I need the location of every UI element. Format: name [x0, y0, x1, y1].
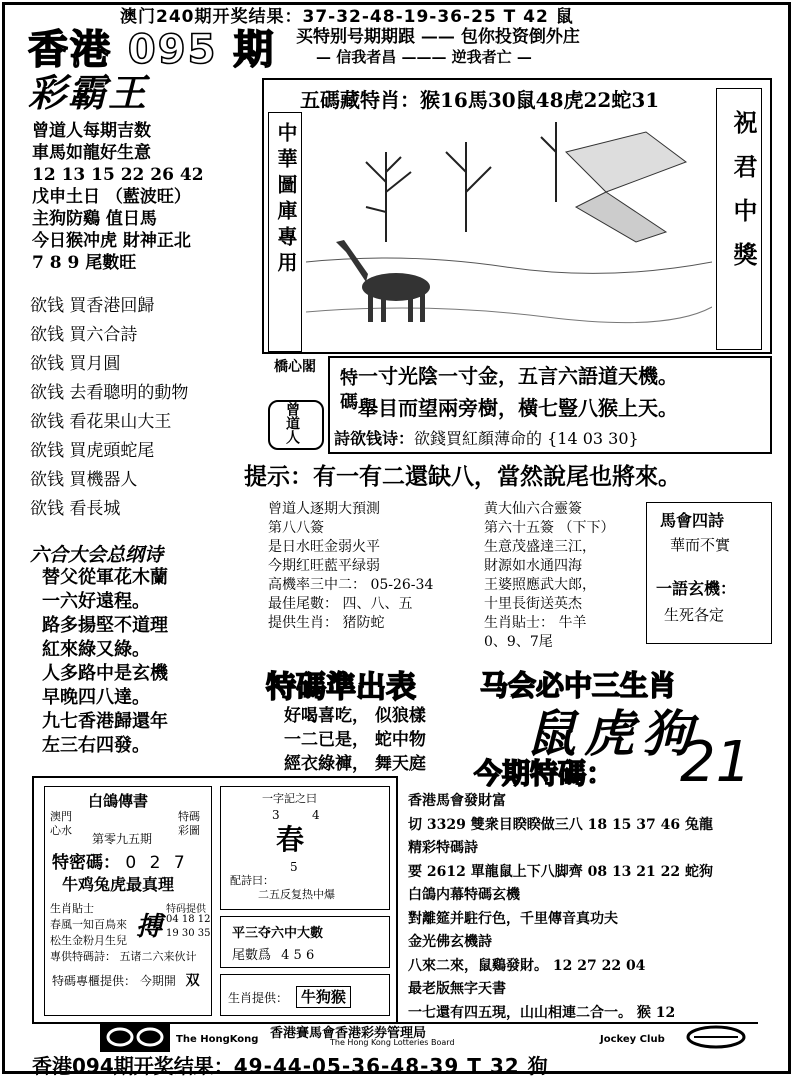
right-list	[408, 790, 713, 1025]
this-special-label: 今期特碼：	[474, 757, 615, 790]
special-line: 一二已是， 蛇中物	[284, 730, 426, 750]
three-label: 平三夺六中大數	[232, 926, 324, 941]
macau-result-label: 澳门240期开奖结果：	[120, 7, 303, 27]
zeng-line: 高機率三中二： 05-26-34	[268, 577, 434, 593]
three-zodiac-value: 鼠虎狗	[526, 705, 700, 763]
special-line: 經衣綠褲， 舞天庭	[284, 754, 426, 774]
secret-code-label: 特密碼：	[52, 853, 120, 873]
special-banner: 特碼準出表	[266, 670, 416, 705]
huang-line: 十里長街送英杰	[484, 596, 582, 612]
huang-line: 第六十五簽 （下下）	[484, 520, 615, 536]
special-line: 好喝喜吃， 似狼樣	[284, 706, 426, 726]
footer-logo-text-1: The HongKong	[176, 1034, 259, 1045]
zeng-prediction	[268, 500, 433, 633]
tip-poem-2: 松生金粉月生兒	[50, 934, 127, 947]
huang-line: 0、9、7尾	[484, 634, 553, 650]
zeng-line: 第八八簽	[268, 520, 324, 536]
wish-line: 欲钱 買六合詩	[30, 325, 138, 345]
zodiac-provide-label: 生肖提供：	[228, 991, 289, 1005]
brand-title: 彩霸王	[28, 71, 149, 115]
tail-value: 4 5 6	[281, 948, 315, 963]
right-list-item: 精彩特碼詩	[408, 840, 478, 856]
nums-2: 19 30 35	[166, 928, 211, 939]
huang-title: 黄大仙六合靈簽	[484, 501, 582, 517]
secret-code-value: 0 2 7	[125, 853, 189, 873]
huang-daxian	[484, 500, 614, 652]
zeng-line: 今期红旺藍平绿弱	[268, 558, 380, 574]
tail-label: 尾數爲	[232, 948, 272, 963]
pigeon-title: 白鴿傳書	[88, 792, 149, 810]
verse-line: 曾道人每期吉数	[32, 121, 151, 141]
liuhe-line: 路多揚堅不道理	[42, 615, 168, 636]
wish-list	[30, 292, 188, 524]
verse-line: 車馬如龍好生意	[32, 143, 151, 163]
oneword-label: 一語玄機：	[656, 579, 737, 598]
liuhe-title: 六合大会总纲诗	[30, 544, 164, 566]
right-list-item: 香港馬會發財富	[408, 793, 506, 809]
five-codes: 五碼藏特肖：猴16馬30鼠48虎22蛇31	[300, 88, 660, 112]
hint-text: 有一有二還缺八，當然說尾也將來。	[313, 463, 681, 490]
liuhe-line: 早晚四八達。	[42, 687, 150, 708]
right-list-item: 金光佛玄機詩	[408, 934, 492, 950]
right-list-item: 白鴿内幕特碼玄機	[408, 887, 520, 903]
poem-logo-top: 橋心閣	[274, 359, 316, 375]
zeng-title: 曾道人逐期大預測	[268, 501, 380, 517]
huang-line: 生意茂盛達三江，	[484, 539, 596, 555]
right-list-item: 最老版無字天書	[408, 981, 506, 997]
slogan-top: 买特别号期期跟 —— 包你投资倒外庄	[296, 27, 580, 47]
poem-label: 特碼	[337, 368, 358, 416]
spring-header: 一字記之曰	[262, 792, 317, 805]
tip-label: 生肖貼士	[50, 902, 94, 915]
slogan-bottom: — 信我者昌 ——— 逆我者亡 —	[316, 48, 532, 66]
wish-line: 欲钱 買香港回歸	[30, 296, 155, 316]
zeng-line: 最佳尾數： 四、八、五	[268, 596, 413, 612]
liuhe-line: 左三右四發。	[42, 735, 150, 756]
nums-1: 04 18 12	[166, 914, 211, 925]
pigeon-red-left-2: 心水	[50, 824, 72, 837]
extra-line: 專供特碼詩： 五诸二六来伙计	[50, 950, 197, 963]
huang-line: 王婆照應武大郎，	[484, 577, 596, 593]
verse-line: 戊申土日 （藍波旺）	[32, 187, 191, 207]
poem-last	[334, 426, 639, 449]
poem-line-1: 一寸光陰一寸金，五言六語道天機。	[358, 364, 678, 388]
wish-line: 欲钱 買虎頭蛇尾	[30, 441, 155, 461]
hk-result-label: 香港094期开奖结果：	[32, 1054, 234, 1078]
oneword-value: 生死各定	[664, 606, 725, 624]
pigeon-red-left: 澳門	[50, 810, 72, 823]
donkey-illustration	[306, 112, 712, 350]
right-list-item: 一七還有四五現，山山相連二合一。 猴 12	[408, 1004, 676, 1021]
poem-last-text: 欲錢買紅顏薄命的 {14 03 30}	[414, 429, 639, 448]
three-zodiac-banner: 马会必中三生肖	[480, 669, 677, 702]
vertical-text-left: 中華圖庫專用	[274, 122, 298, 278]
hk-result-numbers: 49-44-05-36-48-39 T 32 狗	[233, 1054, 549, 1078]
spring-num-right: 4	[312, 808, 320, 822]
footer-org: 香港賽馬會香港彩券管理局	[270, 1026, 427, 1041]
liuhe-line: 九七香港歸還年	[42, 711, 168, 732]
wish-line: 欲钱 買機器人	[30, 470, 138, 490]
issue-title: 香港 095 期	[28, 27, 276, 73]
zodiac-provide-value: 牛狗猴	[296, 986, 351, 1008]
verse-line: 今日猴冲虎 財神正北	[32, 231, 191, 251]
footer-logo-text-2: The Hong Kong Lotteries Board	[330, 1038, 455, 1047]
wish-line: 欲钱 看長城	[30, 499, 121, 519]
big-char: 搏	[136, 912, 163, 942]
liuhe-poem	[42, 566, 168, 758]
zodiac-truth: 牛鸡兔虎最真理	[62, 875, 175, 894]
secret-code	[52, 848, 189, 873]
pigeon-red-right-2: 彩圖	[178, 824, 200, 837]
wish-line: 欲钱 看花果山大王	[30, 412, 172, 432]
wish-line: 欲钱 去看聰明的動物	[30, 383, 189, 403]
huang-line: 生肖貼士： 牛羊	[484, 615, 587, 631]
right-list-item: 八來二來，鼠鷄發財。 12 27 22 04	[408, 957, 646, 974]
zeng-line: 是日水旺金弱火平	[268, 539, 380, 555]
exclusive-line	[52, 970, 200, 990]
match-label: 配詩曰：	[230, 874, 274, 887]
spring-num-bottom: 5	[290, 860, 298, 874]
vertical-text-right: 祝君中獎	[729, 110, 758, 286]
exclusive-label: 特碼專櫃提供： 今期開	[52, 974, 176, 988]
match-poem: 二五反复热中爆	[258, 888, 335, 901]
zeng-line: 提供生肖： 猪防蛇	[268, 615, 385, 631]
pigeon-red-right: 特碼	[178, 810, 200, 823]
right-list-item: 切 3329 雙衆目睽睽做三八 18 15 37 46 兔龍	[408, 816, 714, 833]
hint-line	[244, 458, 681, 491]
horse-poem-label: 馬會四詩	[660, 511, 725, 530]
hint-label: 提示：	[244, 464, 313, 490]
zodiac-provide	[228, 986, 351, 1007]
liuhe-line: 一六好遠程。	[42, 591, 150, 612]
pigeon-issue: 第零九五期	[92, 832, 153, 846]
liuhe-line: 人多路中是玄機	[42, 663, 168, 684]
verse-line: 12 13 15 22 26 42	[32, 165, 204, 185]
tip-poem-1: 春風一知百鳥來	[50, 918, 127, 931]
right-list-item: 要 2612 單龍鼠上下八脚齊 08 13 21 22 蛇狗	[408, 863, 714, 880]
hkjc-logo-right	[684, 1024, 748, 1050]
macau-result-numbers: 37-32-48-19-36-25 T 42 鼠	[302, 7, 574, 27]
huang-line: 財源如水通四海	[484, 558, 582, 574]
verse-line: 主狗防鷄 值日馬	[32, 209, 157, 229]
spring-num-left: 3	[272, 808, 280, 822]
poem-line-2: 舉目而望兩旁樹，橫七豎八猴上天。	[358, 396, 678, 420]
verse-line: 7 8 9 尾數旺	[32, 253, 137, 273]
poem-logo: 曾道人	[284, 402, 300, 444]
daily-verses	[32, 120, 204, 274]
liuhe-line: 替父從軍花木蘭	[42, 567, 168, 588]
hkjc-logo-left	[100, 1022, 170, 1052]
liuhe-line: 紅來綠又綠。	[42, 639, 150, 660]
footer-logo-text-3: Jockey Club	[600, 1034, 665, 1045]
exclusive-value: 双	[185, 973, 200, 989]
spring-char: 春	[276, 823, 305, 856]
right-list-item: 對離筵并駐行色，千里傳音真功夫	[408, 910, 618, 927]
this-special-value: 21	[680, 730, 752, 795]
wish-line: 欲钱 買月圓	[30, 354, 121, 374]
hk-result-line	[32, 1050, 549, 1079]
tail-line	[232, 944, 314, 963]
special-lines	[284, 704, 426, 776]
nums-label: 特码提供	[166, 904, 206, 915]
poem-last-label: 詩欲钱诗：	[334, 429, 415, 448]
horse-poem-value: 華而不實	[670, 536, 731, 554]
